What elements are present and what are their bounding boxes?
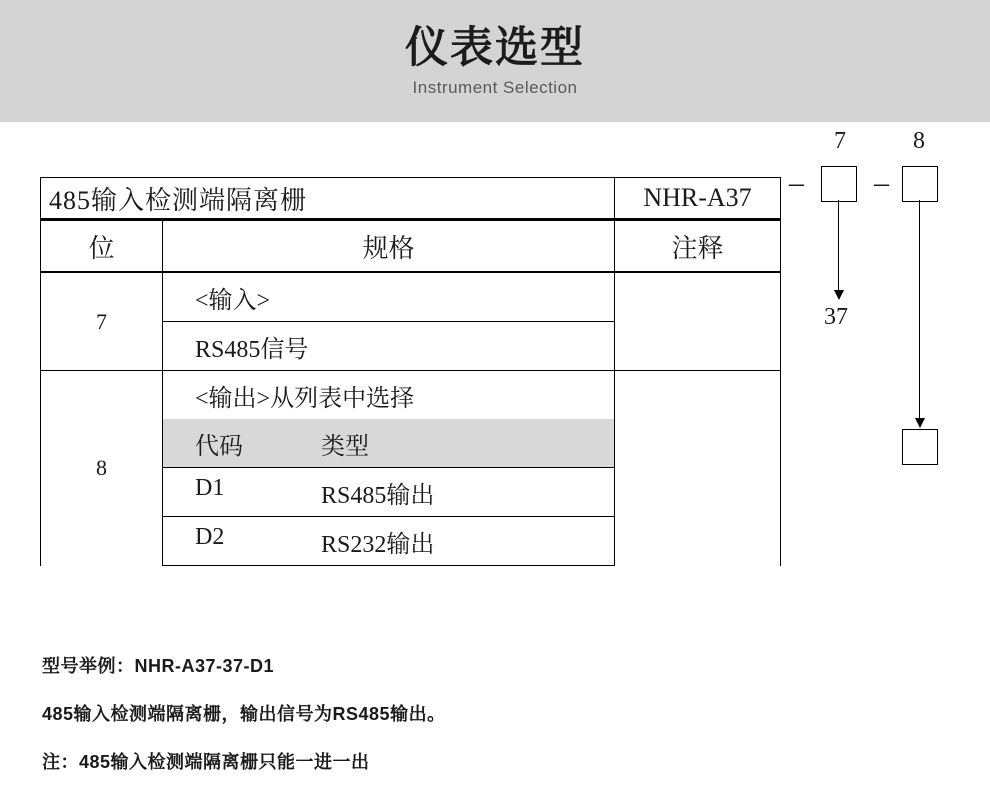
row7-note	[615, 272, 781, 371]
page-banner	[0, 0, 990, 122]
row-position-7: 7	[41, 272, 163, 371]
code-box-digit-8[interactable]	[902, 166, 938, 202]
option-d1-type: RS485输出	[321, 482, 435, 509]
digit-label-7: 7	[834, 128, 846, 154]
footer-notes	[42, 652, 446, 796]
row8-note	[615, 371, 781, 566]
content-area	[0, 122, 990, 772]
product-name-cell: 485输入检测端隔离栅	[41, 178, 615, 220]
row8-option-d2	[163, 517, 615, 566]
table-row	[41, 371, 781, 420]
option-d1-code: D1	[195, 474, 225, 501]
table-header-row	[41, 220, 781, 273]
arrow-head-8-icon	[915, 418, 925, 428]
selection-table	[40, 177, 781, 566]
table-title-row	[41, 178, 781, 220]
arrow-line-8	[919, 200, 920, 420]
arrow-line-7	[838, 200, 839, 292]
arrow-head-7-icon	[834, 290, 844, 300]
note-example: 型号举例：NHR-A37-37-D1	[42, 656, 275, 676]
digit-7-value: 37	[824, 304, 848, 330]
row7-spec-signal: RS485信号	[163, 322, 615, 371]
code-header-code: 代码	[195, 433, 243, 460]
row8-option-d1	[163, 468, 615, 517]
header-position: 位	[41, 220, 163, 273]
option-d2-type: RS232输出	[321, 531, 435, 558]
row-position-8: 8	[41, 371, 163, 566]
header-note: 注释	[615, 220, 781, 273]
row8-spec-output: <输出>从列表中选择	[163, 371, 615, 420]
code-box-digit-7[interactable]	[821, 166, 857, 202]
option-d2-code: D2	[195, 523, 225, 550]
row7-spec-input: <输入>	[163, 272, 615, 322]
code-box-output-value[interactable]	[902, 429, 938, 465]
header-spec: 规格	[163, 220, 615, 273]
table-row	[41, 272, 781, 322]
dash-separator-1: –	[789, 166, 804, 199]
model-prefix-cell: NHR-A37	[615, 178, 781, 220]
row8-code-header	[163, 419, 615, 468]
dash-separator-2: –	[874, 166, 889, 199]
page-subtitle: Instrument Selection	[412, 77, 578, 97]
page-title: 仪表选型	[405, 24, 585, 73]
note-description: 485输入检测端隔离栅，输出信号为RS485输出。	[42, 704, 446, 724]
note-remark: 注：485输入检测端隔离栅只能一进一出	[42, 752, 370, 772]
model-code-diagram	[780, 122, 990, 682]
digit-label-8: 8	[913, 128, 925, 154]
code-header-type: 类型	[321, 433, 369, 460]
